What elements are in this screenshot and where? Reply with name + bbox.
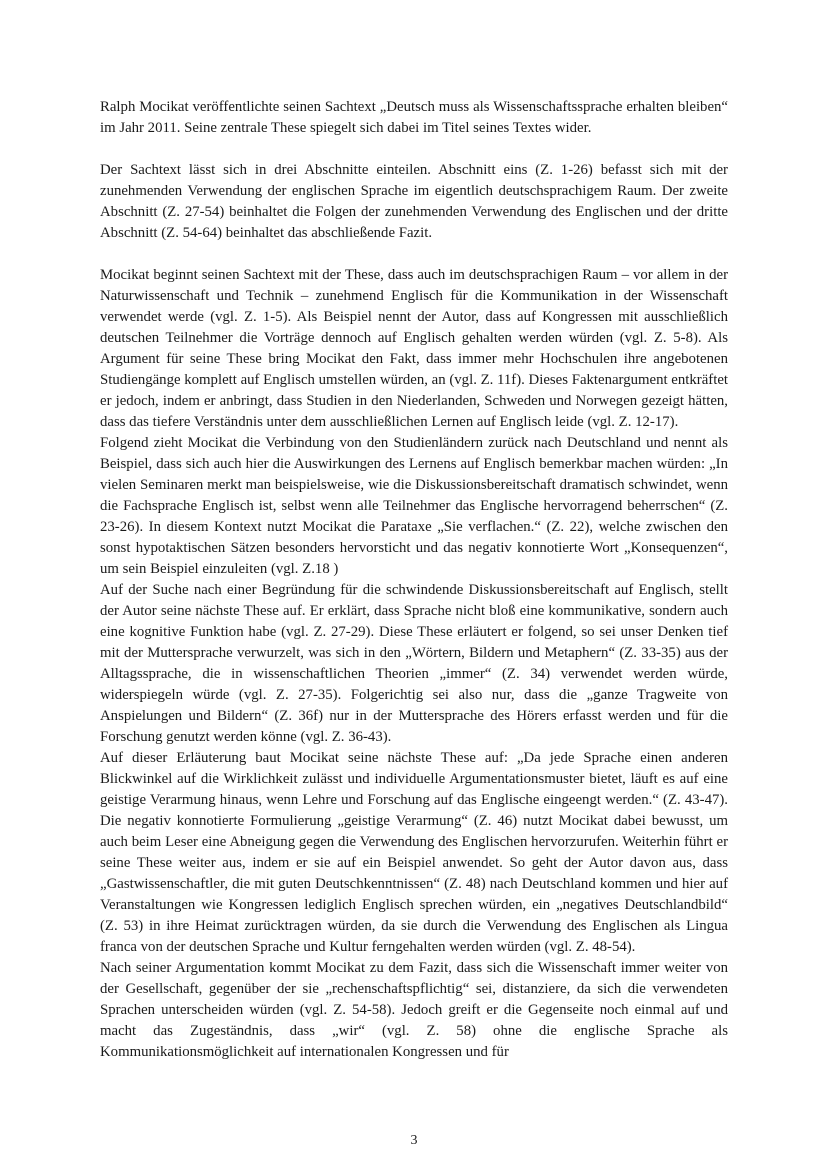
- document-body: [100, 97, 728, 1063]
- paragraph-intro: Ralph Mocikat veröffentlichte seinen Sachtext „Deutsch muss als Wissenschaftssprache erhalten bleiben“ im Jahr 2011. Seine zentrale These spiegelt sich dabei im Titel seines Textes wider.: [100, 99, 728, 136]
- paragraph-analysis-3: Auf der Suche nach einer Begründung für die schwindende Diskussionsbereitschaft auf Englisch, stellt der Autor seine nächste These auf. Er erklärt, dass Sprache nicht bloß eine kommunikative, sondern auch eine kognitive Funktion habe (vgl. Z. 27-29). Diese These erläutert er folgend, so sei unser Denken tief mit der Muttersprache verwurzelt, was sich in den „Wörtern, Bildern und Metaphern“ (Z. 33-35) aus der Alltagssprache, die in wissenschaftlichen Theorien „immer“ (Z. 34) verwendet werden würde, widerspiegeln würde (vgl. Z. 27-35). Folgerichtig sei also nur, dass die „ganze Tragweite von Anspielungen und Bildern“ (Z. 36f) nur in der Muttersprache des Hörers erfasst werden und für die Forschung genutzt werden könne (vgl. Z. 36-43).: [100, 582, 728, 745]
- page-number: 3: [410, 1133, 418, 1148]
- paragraph-analysis-2: Folgend zieht Mocikat die Verbindung von den Studienländern zurück nach Deutschland und nennt als Beispiel, dass sich auch hier die Auswirkungen des Lernens auf Englisch bemerkbar machen würden: „In vielen Seminaren merkt man beispielsweise, wie die Diskussionsbereitschaft dramatisch schwindet, wenn die Fachsprache Englisch ist, selbst wenn alle Teilnehmer das Englische hervorragend beherrschen“ (Z. 23-26). In diesem Kontext nutzt Mocikat die Parataxe „Sie verflachen.“ (Z. 22), welche zwischen den sonst hypotaktischen Sätzen besonders hervorsticht und das negativ konnotierte Wort „Konsequenzen“, um sein Beispiel einzuleiten (vgl. Z.18 ): [100, 435, 728, 577]
- paragraph-analysis-4: Auf dieser Erläuterung baut Mocikat seine nächste These auf: „Da jede Sprache einen anderen Blickwinkel auf die Wirklichkeit zulässt und individuelle Argumentationsmuster bietet, läuft es auf eine geistige Verarmung hinaus, wenn Lehre und Forschung auf das Englische eingeengt werden.“ (Z. 43-47). Die negativ konnotierte Formulierung „geistige Verarmung“ (Z. 46) nutzt Mocikat dabei bewusst, um auch beim Leser eine Abneigung gegen die Verwendung des Englischen hervorzurufen. Weiterhin führt er seine These weiter aus, indem er sie auf ein Beispiel anwendet. So geht der Autor davon aus, dass „Gastwissenschaftler, die mit guten Deutschkenntnissen“ (Z. 48) nach Deutschland kommen und hier auf Veranstaltungen wie Kongressen lediglich Englisch sprechen würden, ein „negatives Deutschlandbild“ (Z. 53) in ihre Heimat zurücktragen würden, da sie durch die Verwendung des Englischen als Lingua franca von der deutschen Sprache und Kultur ferngehalten werden würden (vgl. Z. 48-54).: [100, 750, 728, 955]
- paragraph-conclusion: Nach seiner Argumentation kommt Mocikat zu dem Fazit, dass sich die Wissenschaft immer weiter von der Gesellschaft, gegenüber der sie „rechenschaftspflichtig“ sei, distanziere, da sich die verwendeten Sprachen unterscheiden würden (vgl. Z. 54-58). Jedoch greift er die Gegenseite noch einmal auf und macht das Zugeständnis, dass „wir“ (vgl. Z. 58) ohne die englische Sprache als Kommunikationsmöglichkeit auf internationalen Kongressen und für: [100, 960, 728, 1060]
- paragraph-analysis-1: Mocikat beginnt seinen Sachtext mit der These, dass auch im deutschsprachigen Raum – vor allem in der Naturwissenschaft und Technik – zunehmend Englisch für die Kommunikation in der Wissenschaft verwendet werde (vgl. Z. 1-5). Als Beispiel nennt der Autor, dass auf Kongressen mit ausschließlich deutschen Teilnehmer die Vorträge dennoch auf Englisch gehalten werden würden (vgl. Z. 5-8). Als Argument für seine These bring Mocikat den Fakt, dass immer mehr Hochschulen ihre angebotenen Studiengänge komplett auf Englisch umstellen würden, an (vgl. Z. 11f). Dieses Faktenargument entkräftet er jedoch, indem er anbringt, dass Studien in den Niederlanden, Schweden und Norwegen gezeigt hätten, dass das tiefere Verständnis unter dem ausschließlichen Lernen auf Englisch leide (vgl. Z. 12-17).: [100, 267, 728, 430]
- paragraph-structure: Der Sachtext lässt sich in drei Abschnitte einteilen. Abschnitt eins (Z. 1-26) befasst sich mit der zunehmenden Verwendung der englischen Sprache im eigentlich deutschsprachigem Raum. Der zweite Abschnitt (Z. 27-54) beinhaltet die Folgen der zunehmenden Verwendung des Englischen und der dritte Abschnitt (Z. 54-64) beinhaltet das abschließende Fazit.: [100, 162, 728, 241]
